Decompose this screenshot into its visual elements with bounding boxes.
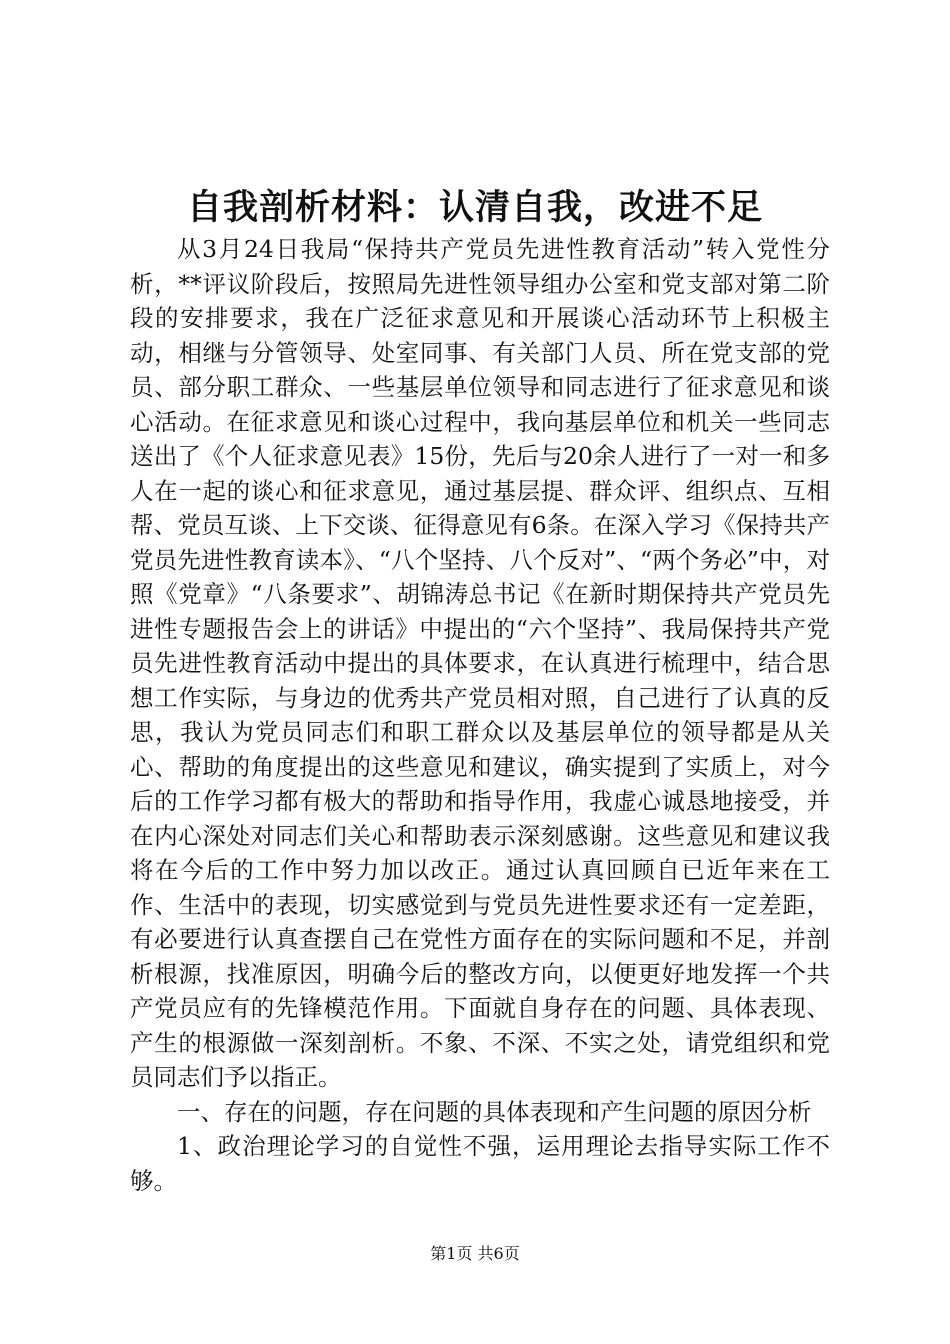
document-body <box>130 232 830 1198</box>
subsection-heading: 1、政治理论学习的自觉性不强，运用理论去指导实际工作不够。 <box>130 1132 830 1195</box>
body-paragraph: 从3月24日我局“保持共产党员先进性教育活动”转入党性分析，**评议阶段后，按照局先进性领导组办公室和党支部对第二阶段的安排要求，我在广泛征求意见和开展谈心活动环节上积极主动，相继与分管领导、处室同事、有关部门人员、所在党支部的党员、部分职工群众、一些基层单位领导和同志进行了征求意见和谈心活动。在征求意见和谈心过程中，我向基层单位和机关一些同志送出了《个人征求意见表》15份，先后与20余人进行了一对一和多人在一起的谈心和征求意见，通过基层提、群众评、组织点、互相帮、党员互谈、上下交谈、征得意见有6条。在深入学习《保持共产党员先进性教育读本》、“八个坚持、八个反对”、“两个务必”中，对照《党章》“八条要求”、胡锦涛总书记《在新时期保持共产党员先进性专题报告会上的讲话》中提出的“六个坚持”、我局保持共产党员先进性教育活动中提出的具体要求，在认真进行梳理中，结合思想工作实际，与身边的优秀共产党员相对照，自己进行了认真的反思，我认为党员同志们和职工群众以及基层单位的领导都是从关心、帮助的角度提出的这些意见和建议，确实提到了实质上，对今后的工作学习都有极大的帮助和指导作用，我虚心诚恳地接受，并在内心深处对同志们关心和帮助表示深刻感谢。这些意见和建议我将在今后的工作中努力加以改正。通过认真回顾自已近年来在工作、生活中的表现，切实感觉到与党员先进性要求还有一定差距，有必要进行认真查摆自己在党性方面存在的实际问题和不足，并剖析根源，找准原因，明确今后的整改方向，以便更好地发挥一个共产党员应有的先锋模范作用。下面就自身存在的问题、具体表现、产生的根源做一深刻剖析。不象、不深、不实之处，请党组织和党员同志们予以指正。 <box>130 235 830 1091</box>
document-title: 自我剖析材料：认清自我，改进不足 <box>186 187 763 228</box>
page-footer: 第1页 共6页 <box>430 1244 520 1263</box>
section-heading: 一、存在的问题，存在问题的具体表现和产生问题的原因分析 <box>177 1097 812 1126</box>
